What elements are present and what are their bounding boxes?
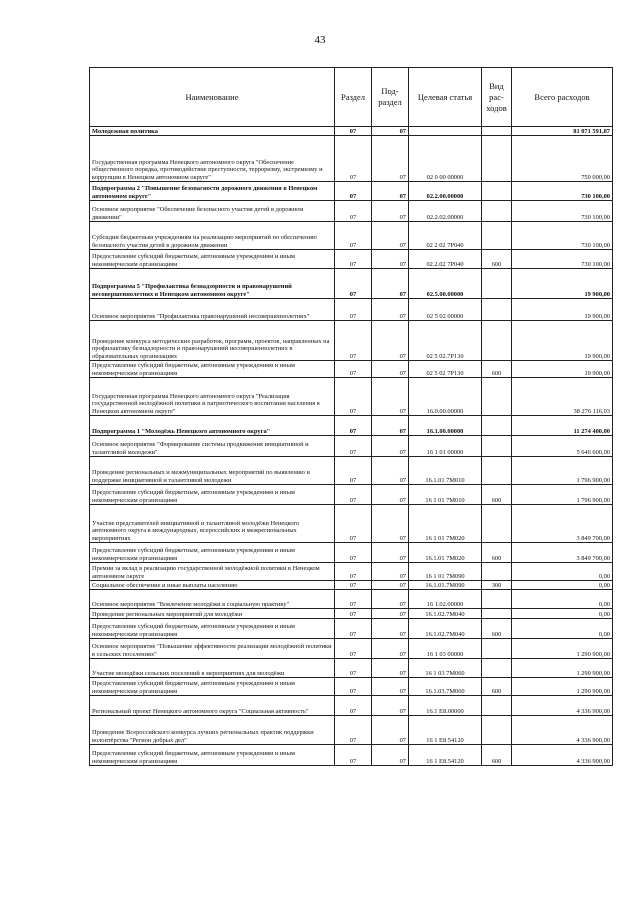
cell-total: 19 900,00 <box>512 321 613 361</box>
cell-target: 16 1 01 7М020 <box>409 505 482 543</box>
cell-section: 07 <box>335 745 372 766</box>
cell-total: 730 100,00 <box>512 201 613 222</box>
cell-subsection: 07 <box>372 639 409 659</box>
cell-target: 16 1 E8.54120 <box>409 745 482 766</box>
cell-subsection: 07 <box>372 436 409 457</box>
header-name: Наименование <box>90 68 335 127</box>
cell-section: 07 <box>335 250 372 269</box>
cell-total: 1 290 900,00 <box>512 678 613 696</box>
cell-name: Основное мероприятие "Профилактика правонарушений несовершеннолетних" <box>90 299 335 321</box>
cell-exp <box>482 127 512 136</box>
cell-name: Государственная программа Ненецкого автономного округа "Обеспечение общественного порядка, противодействие преступности, терроризму, экстремизму и коррупции в Ненецком автономном округе" <box>90 136 335 182</box>
cell-total: 19 900,00 <box>512 269 613 299</box>
cell-target: 02.2.00.00000 <box>409 182 482 201</box>
cell-section: 07 <box>335 485 372 505</box>
cell-subsection: 07 <box>372 321 409 361</box>
table-row <box>90 563 613 581</box>
cell-exp: 600 <box>482 485 512 505</box>
cell-name: Социальное обеспечение и иные выплаты населению <box>90 581 335 590</box>
cell-target: 16 1 01 7М010 <box>409 485 482 505</box>
cell-name: Региональный проект Ненецкого автономного округа "Социальная активность" <box>90 696 335 716</box>
cell-subsection: 07 <box>372 745 409 766</box>
cell-subsection: 07 <box>372 378 409 416</box>
cell-exp <box>482 505 512 543</box>
cell-name: Проведение региональных и межмуниципальных мероприятий по выявлению и поддержке инициативной и талантливой молодежи <box>90 457 335 485</box>
table-row <box>90 222 613 250</box>
cell-subsection: 07 <box>372 299 409 321</box>
header-subsection: Под-раздел <box>372 68 409 127</box>
cell-exp <box>482 222 512 250</box>
cell-target: 16 1 03 00000 <box>409 639 482 659</box>
cell-total: 1 796 900,00 <box>512 457 613 485</box>
budget-table <box>89 67 613 766</box>
cell-target: 16 1 01 00000 <box>409 436 482 457</box>
cell-target: 02.2.02.00000 <box>409 201 482 222</box>
cell-section: 07 <box>335 416 372 436</box>
cell-subsection: 07 <box>372 590 409 609</box>
table-row <box>90 269 613 299</box>
table-row <box>90 505 613 543</box>
cell-total: 0,00 <box>512 609 613 619</box>
cell-total: 730 100,00 <box>512 182 613 201</box>
cell-section: 07 <box>335 457 372 485</box>
cell-subsection: 07 <box>372 609 409 619</box>
page-number: 43 <box>314 34 326 46</box>
table-row <box>90 361 613 378</box>
cell-total: 1 290 900,00 <box>512 659 613 678</box>
cell-exp: 600 <box>482 361 512 378</box>
cell-name: Участие представителей инициативной и талантливой молодёжи Ненецкого автономного округа в международных, всероссийских и межрегиональных мероприятиях <box>90 505 335 543</box>
cell-exp <box>482 563 512 581</box>
cell-section: 07 <box>335 678 372 696</box>
cell-name: Участие молодёжи сельских поселений в мероприятиях для молодёжи <box>90 659 335 678</box>
cell-name: Проведение конкурса методических разработок, программ, проектов, направленных на профилактику безнадзорности и правонарушений несовершеннолетних в образовательных организациях <box>90 321 335 361</box>
cell-total: 730 100,00 <box>512 222 613 250</box>
table-row <box>90 416 613 436</box>
cell-section: 07 <box>335 201 372 222</box>
cell-subsection: 07 <box>372 696 409 716</box>
cell-target: 16.1.01 7М020 <box>409 543 482 563</box>
cell-target: 02.5.00.00000 <box>409 269 482 299</box>
cell-subsection: 07 <box>372 182 409 201</box>
cell-exp <box>482 201 512 222</box>
cell-total: 0,00 <box>512 581 613 590</box>
header-section: Раздел <box>335 68 372 127</box>
cell-target: 16 1 E8 54120 <box>409 716 482 745</box>
table-row <box>90 678 613 696</box>
cell-total: 730 100,00 <box>512 250 613 269</box>
cell-exp: 600 <box>482 250 512 269</box>
cell-total: 19 900,00 <box>512 299 613 321</box>
cell-subsection: 07 <box>372 563 409 581</box>
cell-section: 07 <box>335 543 372 563</box>
cell-exp <box>482 321 512 361</box>
cell-name: Предоставление субсидий бюджетным, автономным учреждениям и иным некоммерческим организациям <box>90 485 335 505</box>
cell-section: 07 <box>335 299 372 321</box>
cell-subsection: 07 <box>372 136 409 182</box>
cell-subsection: 07 <box>372 619 409 639</box>
cell-target: 02.2.02 7Р040 <box>409 250 482 269</box>
cell-total: 0,00 <box>512 619 613 639</box>
cell-total: 4 336 900,00 <box>512 696 613 716</box>
table-row <box>90 543 613 563</box>
cell-total: 0,00 <box>512 590 613 609</box>
cell-exp: 600 <box>482 678 512 696</box>
cell-exp <box>482 436 512 457</box>
cell-target: 16 1.02.00000 <box>409 590 482 609</box>
cell-total: 1 796 900,00 <box>512 485 613 505</box>
cell-exp <box>482 590 512 609</box>
cell-name: Основное мероприятие "Обеспечение безопасного участия детей в дорожном движении" <box>90 201 335 222</box>
table-row <box>90 581 613 590</box>
header-target: Целевая статья <box>409 68 482 127</box>
cell-name: Подпрограмма 5 "Профилактика безнадзорности и правонарушений несовершеннолетних в Ненецком автономном округе" <box>90 269 335 299</box>
cell-total: 1 290 900,00 <box>512 639 613 659</box>
cell-target: 02 5 02 00000 <box>409 299 482 321</box>
table-row <box>90 485 613 505</box>
cell-target: 16.1.00.00000 <box>409 416 482 436</box>
cell-exp <box>482 609 512 619</box>
cell-section: 07 <box>335 269 372 299</box>
table-row <box>90 436 613 457</box>
cell-name: Основное мероприятие "Вовлечение молодёжи в социальную практику" <box>90 590 335 609</box>
header-total: Всего расходов <box>512 68 613 127</box>
cell-total: 0,00 <box>512 563 613 581</box>
cell-total: 11 274 400,00 <box>512 416 613 436</box>
cell-section: 07 <box>335 321 372 361</box>
cell-name: Проведение Всероссийского конкурса лучших региональных практик поддержки волонтёрства "Регион добрых дел" <box>90 716 335 745</box>
cell-name: Подпрограмма 2 "Повышение безопасности дорожного движения в Ненецком автономном округе" <box>90 182 335 201</box>
cell-section: 07 <box>335 505 372 543</box>
cell-total: 4 336 900,00 <box>512 745 613 766</box>
cell-name: Предоставление субсидий бюджетным, автономным учреждениям и иным некоммерческим организациям <box>90 543 335 563</box>
table-row <box>90 590 613 609</box>
cell-total: 5 646 600,00 <box>512 436 613 457</box>
table-row <box>90 201 613 222</box>
cell-total: 38 276 116,03 <box>512 378 613 416</box>
cell-subsection: 07 <box>372 505 409 543</box>
cell-name: Проведение региональных мероприятий для молодёжи <box>90 609 335 619</box>
cell-target <box>409 127 482 136</box>
cell-name: Государственная программа Ненецкого автономного округа "Реализация государственной молодёжной политики и патриотического воспитания населения в Ненецком автономном округе" <box>90 378 335 416</box>
cell-section: 07 <box>335 716 372 745</box>
cell-name: Субсидии бюджетным учреждениям на реализацию мероприятий по обеспечению безопасного участия детей в дорожном движении <box>90 222 335 250</box>
cell-section: 07 <box>335 619 372 639</box>
cell-exp: 600 <box>482 745 512 766</box>
cell-subsection: 07 <box>372 250 409 269</box>
cell-name: Премии за вклад в реализацию государственной молодёжной политики в Ненецком автономном округе <box>90 563 335 581</box>
cell-name: Предоставление субсидий бюджетным, автономным учреждениям и иным некоммерческим организациям <box>90 361 335 378</box>
cell-target: 16 1 03 7М060 <box>409 659 482 678</box>
cell-target: 02 5 02.7Р130 <box>409 321 482 361</box>
table-row <box>90 716 613 745</box>
cell-section: 07 <box>335 127 372 136</box>
cell-exp <box>482 378 512 416</box>
cell-subsection: 07 <box>372 485 409 505</box>
cell-name: Предоставление субсидий бюджетным, автономным учреждениям и иным некоммерческим организациям <box>90 619 335 639</box>
cell-name: Основное мероприятие "Повышение эффективности реализации молодёжной политики в сельских поселениях" <box>90 639 335 659</box>
cell-subsection: 07 <box>372 222 409 250</box>
cell-exp <box>482 716 512 745</box>
table-row <box>90 182 613 201</box>
cell-target: 16.1 E8.00000 <box>409 696 482 716</box>
cell-name: Предоставление субсидий бюджетным, автономным учреждениям и иным некоммерческим организациям <box>90 745 335 766</box>
cell-target: 02 2 02 7Р040 <box>409 222 482 250</box>
header-expense-type: Вид рас-ходов <box>482 68 512 127</box>
table-row <box>90 299 613 321</box>
cell-section: 07 <box>335 378 372 416</box>
cell-target: 02 5 02 7Р130 <box>409 361 482 378</box>
cell-section: 07 <box>335 609 372 619</box>
cell-name: Основное мероприятие "Формирование системы продвижения инициативной и талантливой молодежи" <box>90 436 335 457</box>
cell-exp <box>482 182 512 201</box>
cell-total: 750 000,00 <box>512 136 613 182</box>
cell-total: 3 849 700,00 <box>512 543 613 563</box>
cell-exp <box>482 136 512 182</box>
cell-target: 16.1.02.7М040 <box>409 619 482 639</box>
cell-total: 4 336 900,00 <box>512 716 613 745</box>
table-row <box>90 457 613 485</box>
cell-exp <box>482 269 512 299</box>
cell-exp: 600 <box>482 619 512 639</box>
cell-exp <box>482 639 512 659</box>
cell-subsection: 07 <box>372 127 409 136</box>
cell-exp <box>482 659 512 678</box>
cell-exp: 600 <box>482 543 512 563</box>
cell-name: Подпрограмма 1 "Молодёжь Ненецкого автономного округа" <box>90 416 335 436</box>
table-row <box>90 639 613 659</box>
cell-target: 16.1.01.7М090 <box>409 581 482 590</box>
cell-exp <box>482 299 512 321</box>
table-header-row <box>90 68 613 127</box>
table-row <box>90 619 613 639</box>
cell-subsection: 07 <box>372 361 409 378</box>
cell-section: 07 <box>335 361 372 378</box>
cell-target: 02 0 00 00000 <box>409 136 482 182</box>
cell-target: 16 1 01 7М090 <box>409 563 482 581</box>
cell-target: 16.1.03.7М060 <box>409 678 482 696</box>
cell-exp <box>482 457 512 485</box>
cell-total: 3 849 700,00 <box>512 505 613 543</box>
cell-target: 16.1.02.7М040 <box>409 609 482 619</box>
cell-subsection: 07 <box>372 201 409 222</box>
cell-subsection: 07 <box>372 543 409 563</box>
cell-section: 07 <box>335 182 372 201</box>
cell-section: 07 <box>335 696 372 716</box>
table-row <box>90 378 613 416</box>
cell-exp <box>482 416 512 436</box>
cell-name: Предоставление субсидий бюджетным, автономным учреждениям и иным некоммерческим организациям <box>90 250 335 269</box>
cell-section: 07 <box>335 639 372 659</box>
cell-section: 07 <box>335 590 372 609</box>
table-row <box>90 609 613 619</box>
table-row <box>90 696 613 716</box>
cell-exp: 300 <box>482 581 512 590</box>
cell-name: Молодежная политика <box>90 127 335 136</box>
cell-subsection: 07 <box>372 416 409 436</box>
cell-total: 19 900,00 <box>512 361 613 378</box>
cell-total: 81 071 591,87 <box>512 127 613 136</box>
cell-target: 16.0.00.00000 <box>409 378 482 416</box>
cell-section: 07 <box>335 563 372 581</box>
cell-subsection: 07 <box>372 457 409 485</box>
cell-section: 07 <box>335 222 372 250</box>
cell-subsection: 07 <box>372 678 409 696</box>
cell-subsection: 07 <box>372 716 409 745</box>
table-row <box>90 250 613 269</box>
cell-target: 16.1.01 7М010 <box>409 457 482 485</box>
table-row <box>90 127 613 136</box>
cell-section: 07 <box>335 136 372 182</box>
cell-section: 07 <box>335 436 372 457</box>
cell-section: 07 <box>335 581 372 590</box>
cell-subsection: 07 <box>372 269 409 299</box>
table-row <box>90 659 613 678</box>
cell-exp <box>482 696 512 716</box>
table-row <box>90 136 613 182</box>
cell-subsection: 07 <box>372 581 409 590</box>
cell-name: Предоставление субсидий бюджетным, автономным учреждениям и иным некоммерческим организациям <box>90 678 335 696</box>
table-row <box>90 321 613 361</box>
cell-subsection: 07 <box>372 659 409 678</box>
table-row <box>90 745 613 766</box>
cell-section: 07 <box>335 659 372 678</box>
